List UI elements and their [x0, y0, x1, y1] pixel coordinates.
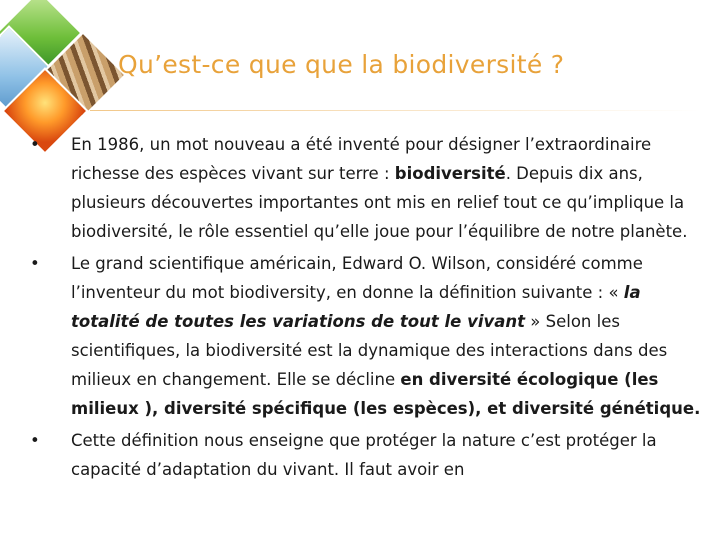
slide-title: Qu’est-ce que que la biodiversité ? [118, 50, 565, 79]
definition-quote: la totalité de toutes les variations de tout le vivant [71, 283, 641, 331]
bullet-text: » Selon les scientifiques, la biodiversité est la dynamique des interactions dans des milieux en changement. Elle se décline [71, 312, 668, 389]
bullet-marker: • [30, 135, 40, 154]
bullet-marker: • [30, 431, 40, 450]
bullet-marker: • [30, 254, 40, 273]
bold-term: biodiversité [394, 164, 506, 183]
bullet-item-1 [30, 130, 710, 246]
bullet-item-3 [30, 426, 710, 484]
bullet-item-2 [30, 249, 710, 423]
bullet-text: . Depuis dix ans, plusieurs découvertes importantes ont mis en relief tout ce qu’implique la biodiversité, le rôle essentiel qu’elle joue pour l’équilibre de notre planète. [71, 164, 688, 241]
slide-body [30, 130, 710, 487]
bold-term: en diversité écologique (les milieux ), diversité spécifique (les espèces), et diversité génétique. [71, 370, 701, 418]
bullet-text: Le grand scientifique américain, Edward O. Wilson, considéré comme l’inventeur du mot biodiversity, en donne la définition suivante : « [71, 254, 643, 302]
bullet-text: Cette définition nous enseigne que protéger la nature c’est protéger la capacité d’adaptation du vivant. Il faut avoir en [71, 431, 657, 479]
title-divider [90, 110, 700, 111]
bullet-text: En 1986, un mot nouveau a été inventé pour désigner l’extraordinaire richesse des espèces vivant sur terre : [71, 135, 652, 183]
